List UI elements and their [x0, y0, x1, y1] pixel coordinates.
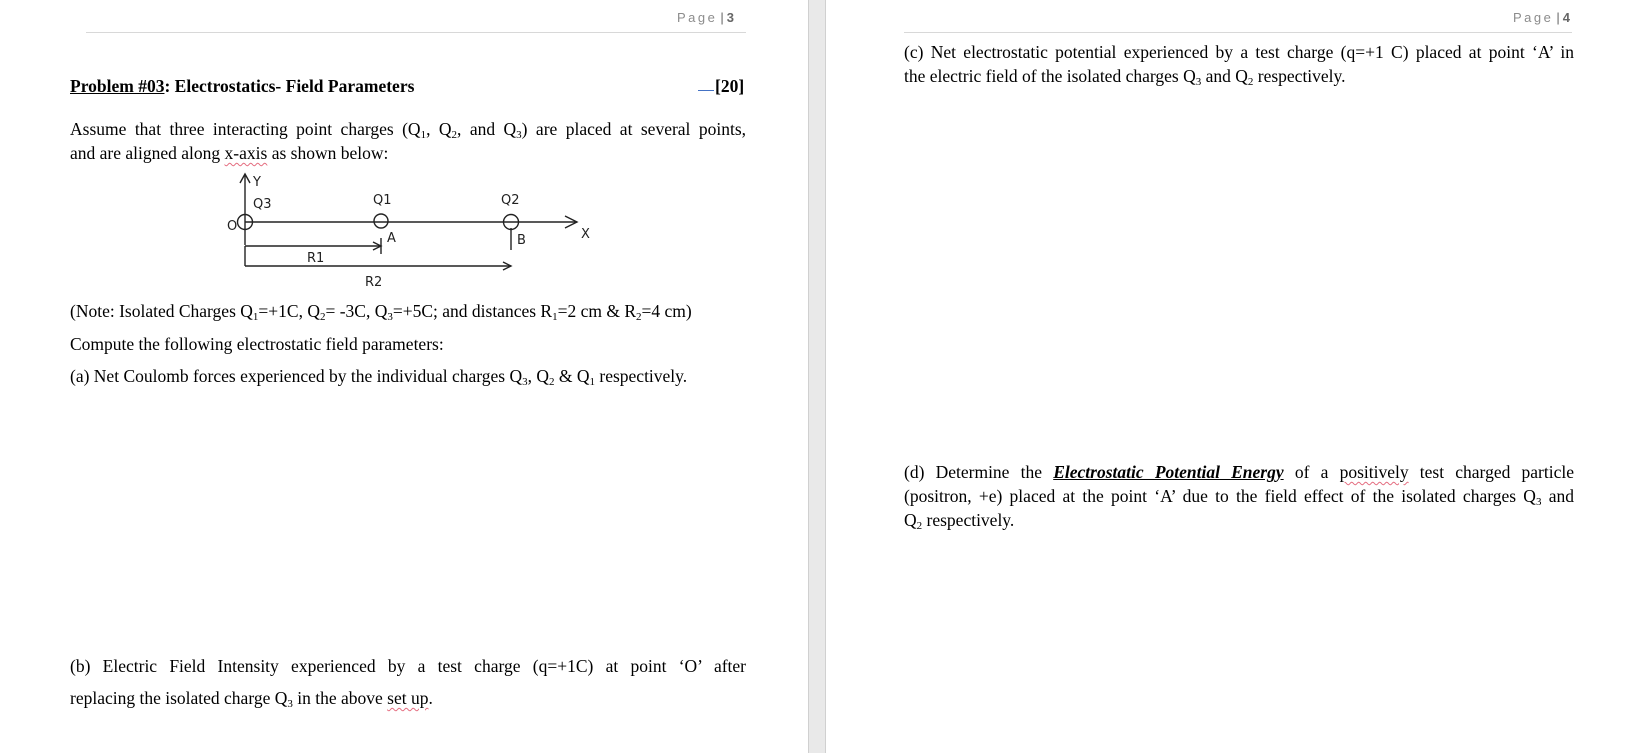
charge-diagram: [215, 170, 605, 295]
part-d-line-2: (positron, +e) placed at the point ‘A’ due to the field effect of the isolated charges $Q_3$ and: [904, 486, 1574, 508]
intro-line-2: and are aligned along x-axis as shown below:: [70, 143, 389, 163]
part-d-line-1: (d) Determine the Electrostatic Potential Energy of a positively test charged particle: [904, 462, 1574, 482]
r1-label: R1: [307, 251, 325, 266]
intro-line-1: Assume that three interacting point charges ($Q_1$, $Q_2$, and $Q_3$) are placed at several points,: [70, 119, 747, 141]
part-c-line-1: (c) Net electrostatic potential experienced by a test charge (q=+1 C) placed at point ‘A’ in: [904, 42, 1574, 62]
header-rule: [86, 32, 746, 33]
x-label: X: [581, 227, 590, 242]
marks-label: [20]: [698, 76, 744, 97]
page-number-3: Page | 3: [677, 10, 734, 25]
problem-heading: Problem #03: Electrostatics- Field Parameters: [70, 76, 415, 96]
page-4: [826, 0, 1633, 753]
positively-word: positively: [1339, 462, 1409, 482]
x-axis-word: x-axis: [224, 143, 268, 163]
page-3: [0, 0, 808, 753]
q1-label: Q1: [373, 193, 392, 208]
part-b-line-1: (b) Electric Field Intensity experienced by a test charge (q=+1C) at point ‘O’ after: [70, 656, 746, 676]
y-label: Y: [253, 175, 261, 190]
part-c-line-2: the electric field of the isolated charges $Q_3$ and $Q_2$ respectively.: [904, 66, 1346, 88]
q1-charge: [374, 214, 388, 228]
part-b-line-2: replacing the isolated charge $Q_3$ in the above set up.: [70, 688, 433, 710]
q3-label: Q3: [253, 197, 272, 212]
potential-energy-term: Electrostatic Potential Energy: [1053, 462, 1284, 482]
note-line: (Note: Isolated Charges $Q_1=+1C$, $Q_2= -3C$, $Q_3=+5C$; and distances $R_1=2$ cm & $R_2=4$ cm): [70, 301, 692, 323]
page-number-4: Page | 4: [1513, 10, 1570, 25]
r2-label: R2: [365, 275, 383, 290]
a-label: A: [387, 231, 396, 246]
part-d-line-3: $Q_2$ respectively.: [904, 510, 1015, 532]
part-a: (a) Net Coulomb forces experienced by the individual charges $Q_3$, $Q_2$ & $Q_1$ respectively.: [70, 366, 688, 388]
q2-label: Q2: [501, 193, 520, 208]
b-label: B: [517, 233, 526, 248]
header-rule: [904, 32, 1572, 33]
origin-label: O: [227, 219, 238, 234]
page-gutter: [808, 0, 826, 753]
compute-line: Compute the following electrostatic field parameters:: [70, 334, 444, 354]
set-up-word: set up: [387, 688, 429, 708]
